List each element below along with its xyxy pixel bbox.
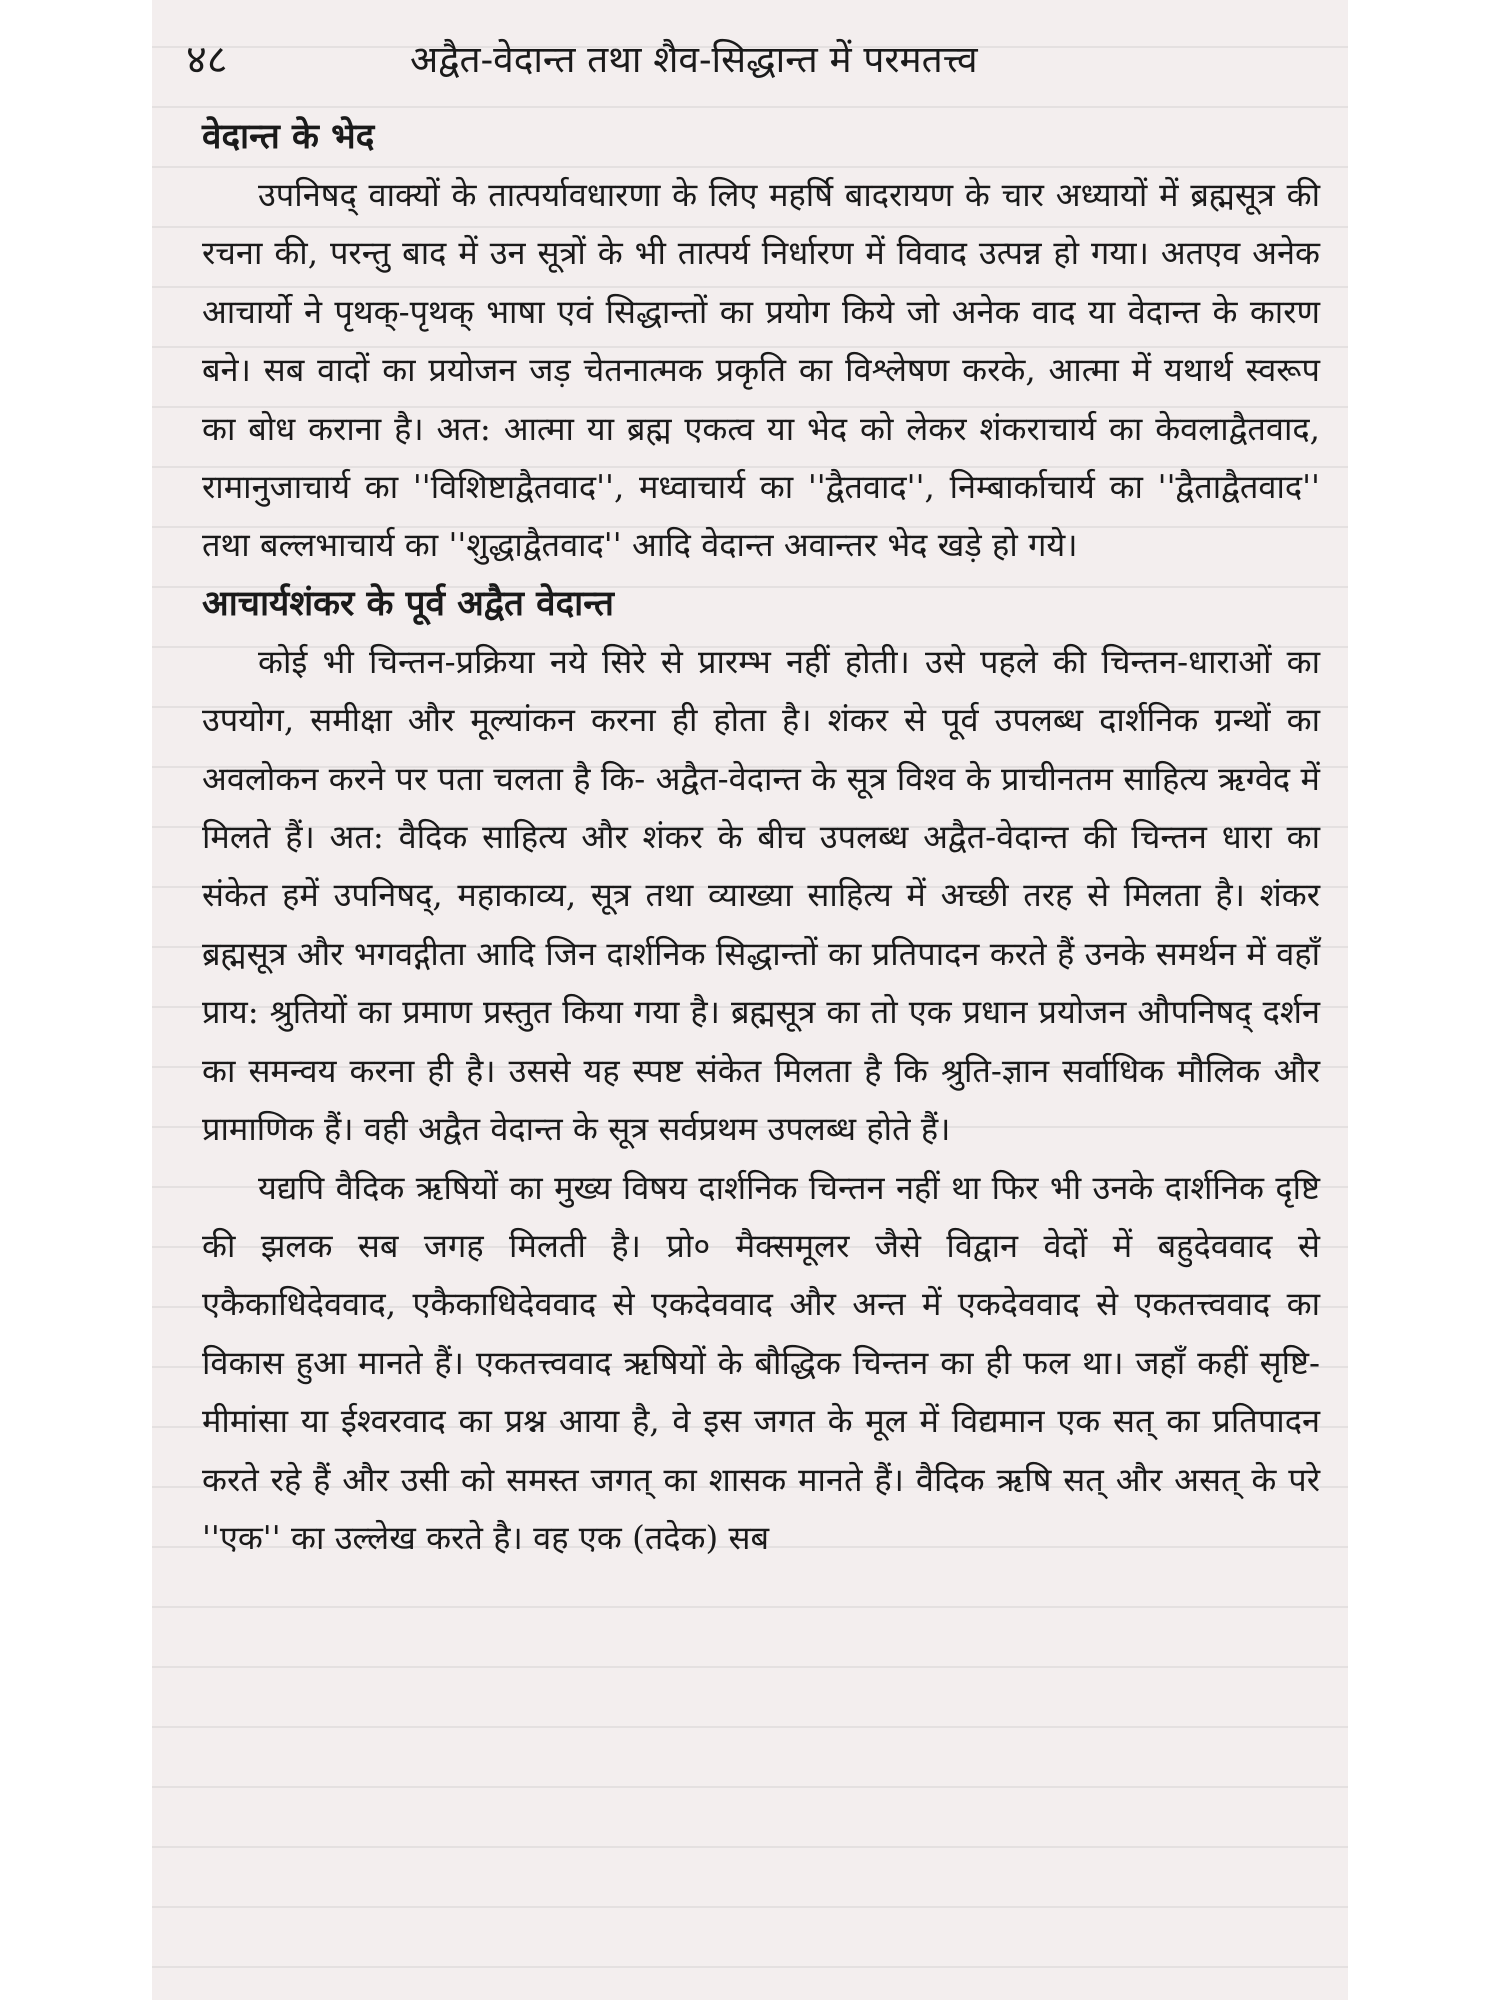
page-header <box>152 26 1348 96</box>
section-heading-vedanta-bhed: वेदान्त के भेद <box>202 117 375 157</box>
book-page <box>152 0 1348 2000</box>
paragraph: यद्यपि वैदिक ऋषियों का मुख्य विषय दार्शनिक चिन्तन नहीं था फिर भी उनके दार्शनिक दृष्टि की झलक सब जगह मिलती है। प्रो० मैक्समूलर जैसे विद्वान वेदों में बहुदेववाद से एकैकाधिदेववाद, एकैकाधिदेववाद से एकदेववाद और अन्त में एकदेववाद से एकतत्त्ववाद का विकास हुआ मानते हैं। एकतत्त्ववाद ऋषियों के बौद्धिक चिन्तन का ही फल था। जहाँ कहीं सृष्टि-मीमांसा या ईश्वरवाद का प्रश्न आया है, वे इस जगत के मूल में विद्यमान एक सत् का प्रतिपादन करते रहे हैं और उसी को समस्त जगत् का शासक मानते हैं। वैदिक ऋषि सत् और असत् के परे ''एक'' का उल्लेख करते है। वह एक (तदेक) सब <box>202 1168 1320 1557</box>
page-number: ४८ <box>186 37 228 83</box>
section-heading-purva-advaita: आचार्यशंकर के पूर्व अद्वैत वेदान्त <box>202 583 614 624</box>
paragraph: उपनिषद् वाक्यों के तात्पर्यावधारणा के लिए महर्षि बादरायण के चार अध्यायों में ब्रह्मसूत्र की रचना की, परन्तु बाद में उन सूत्रों के भी तात्पर्य निर्धारण में विवाद उत्पन्न हो गया। अतएव अनेक आचार्यो ने पृथक्-पृथक् भाषा एवं सिद्धान्तों का प्रयोग किये जो अनेक वाद या वेदान्त के कारण बने। सब वादों का प्रयोजन जड़ चेतनात्मक प्रकृति का विश्लेषण करके, आत्मा में यथार्थ स्वरूप का बोध कराना है। अत: आत्मा या ब्रह्म एकत्व या भेद को लेकर शंकराचार्य का केवलाद्वैतवाद, रामानुजाचार्य का ''विशिष्टाद्वैतवाद'', मध्वाचार्य का ''द्वैतवाद'', निम्बार्काचार्य का ''द्वैताद्वैतवाद'' तथा बल्लभाचार्य का ''शुद्धाद्वैतवाद'' आदि वेदान्त अवान्तर भेद खड़े हो गये। <box>202 176 1320 565</box>
running-title: अद्वैत-वेदान्त तथा शैव-सिद्धान्त में परमतत्त्व <box>410 38 978 81</box>
paragraph: कोई भी चिन्तन-प्रक्रिया नये सिरे से प्रारम्भ नहीं होती। उसे पहले की चिन्तन-धाराओं का उपयोग, समीक्षा और मूल्यांकन करना ही होता है। शंकर से पूर्व उपलब्ध दार्शनिक ग्रन्थों का अवलोकन करने पर पता चलता है कि- अद्वैत-वेदान्त के सूत्र विश्व के प्राचीनतम साहित्य ऋग्वेद में मिलते हैं। अत: वैदिक साहित्य और शंकर के बीच उपलब्ध अद्वैत-वेदान्त की चिन्तन धारा का संकेत हमें उपनिषद्, महाकाव्य, सूत्र तथा व्याख्या साहित्य में अच्छी तरह से मिलता है। शंकर ब्रह्मसूत्र और भगवद्गीता आदि जिन दार्शनिक सिद्धान्तों का प्रतिपादन करते हैं उनके समर्थन में वहाँ प्राय: श्रुतियों का प्रमाण प्रस्तुत किया गया है। ब्रह्मसूत्र का तो एक प्रधान प्रयोजन औपनिषद् दर्शन का समन्वय करना ही है। उससे यह स्पष्ट संकेत मिलता है कि श्रुति-ज्ञान सर्वाधिक मौलिक और प्रामाणिक हैं। वही अद्वैत वेदान्त के सूत्र सर्वप्रथम उपलब्ध होते हैं। <box>202 642 1320 1149</box>
page-body <box>202 108 1320 1567</box>
